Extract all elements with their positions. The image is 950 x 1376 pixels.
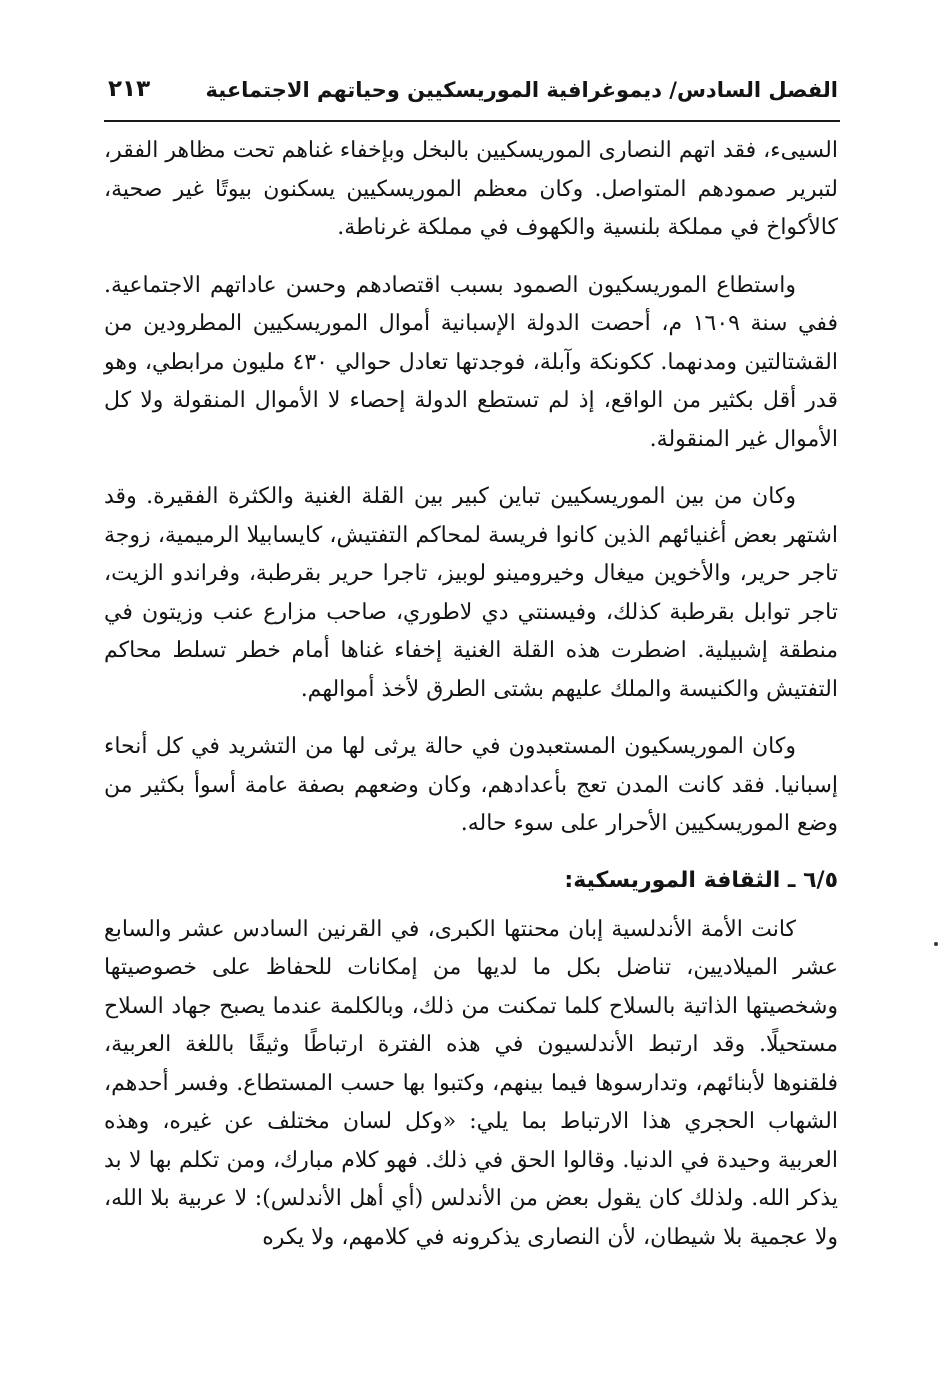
page-number: ٢١٣ — [108, 76, 151, 102]
section-heading: ٦/٥ ـ الثقافة الموريسكية: — [564, 867, 838, 893]
paragraph-5: كانت الأمة الأندلسية إبان محنتها الكبرى، في القرنين السادس عشر والسابع عشر الميلاديين، تناضل بكل ما لديها من إمكانات للحفاظ على خصوصيتها وشخصيتها الذاتية بالسلاح كلما تمكنت من ذلك، وبالكلمة عندما يصبح جهاد السلاح مستحيلًا. وقد ارتبط الأندلسيون في هذه الفترة ارتباطًا وثيقًا باللغة العربية، فلقنوها لأبنائهم، وتدارسوها فيما بينهم، وكتبوا بها حسب المستطاع. وفسر أحدهم، الشهاب الحجري هذا الارتباط بما يلي: «وكل لسان مختلف عن غيره، وهذه العربية وحيدة في الدنيا. وقالوا الحق في ذلك. فهو كلام مبارك، ومن تكلم بها لا بد يذكر الله. ولذلك كان يقول بعض من الأندلس (أي أهل الأندلس): لا عربية بلا الله، ولا عجمية بلا شيطان، لأن النصارى يذكرونه في كلامهم، ولا يكره — [104, 916, 838, 1250]
running-header — [108, 72, 838, 112]
paragraph-2: واستطاع الموريسكيون الصمود بسبب اقتصادهم وحسن عاداتهم الاجتماعية. ففي سنة ١٦٠٩ م، أحصت الدولة الإسبانية أموال الموريسكيين المطرودين من القشتالتين ومدنهما. ككونكة وآبلة، فوجدتها تعادل حوالي ٤٣٠ مليون مرابطي، وهو قدر أقل بكثير من الواقع، إذ لم تستطع الدولة إحصاء لا الأموال المنقولة ولا كل الأموال غير المنقولة. — [104, 272, 838, 452]
margin-mark — [934, 942, 938, 946]
header-rule — [104, 120, 840, 122]
running-title: الفصل السادس/ ديموغرافية الموريسكيين وحياتهم الاجتماعية — [205, 78, 838, 102]
paragraph-4: وكان الموريسكيون المستعبدون في حالة يرثى لها من التشريد في كل أنحاء إسبانيا. فقد كانت المدن تعج بأعدادهم، وكان وضعهم بصفة عامة أسوأ بكثير من وضع الموريسكيين الأحرار على سوء حاله. — [104, 734, 838, 836]
paragraph-3: وكان من بين الموريسكيين تباين كبير بين القلة الغنية والكثرة الفقيرة. وقد اشتهر بعض أغنيائهم الذين كانوا فريسة لمحاكم التفتيش، كايسابيلا الرميمية، زوجة تاجر حرير، والأخوين ميغال وخيرومينو لوبيز، تاجرا حرير بقرطبة، وفراندو الزيت، تاجر توابل بقرطبة كذلك، وفيسنتي دي لاطوري، صاحب مزارع عنب وزيتون في منطقة إشبيلية. اضطرت هذه القلة الغنية إخفاء غناها أمام خطر تسلط محاكم التفتيش والكنيسة والملك عليهم بشتى الطرق لأخذ أموالهم. — [104, 484, 838, 702]
paragraph-1: السيىء، فقد اتهم النصارى الموريسكيين بالبخل وبإخفاء غناهم تحت مظاهر الفقر، لتبرير صمودهم المتواصل. وكان معظم الموريسكيين يسكنون بيوتًا غير صحية، كالأكواخ في مملكة بلنسية والكهوف في مملكة غرناطة. — [104, 138, 838, 240]
body-text — [104, 132, 838, 1276]
